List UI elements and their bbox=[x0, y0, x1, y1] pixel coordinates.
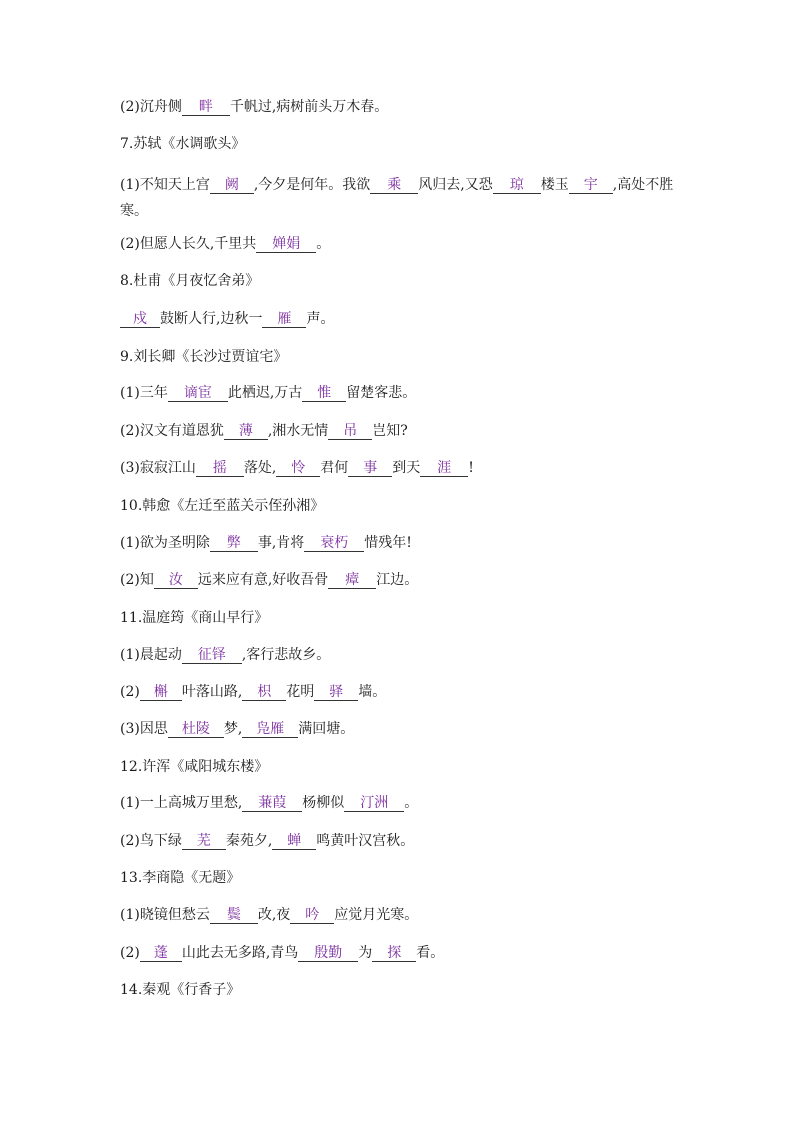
answer-blank: 雁 bbox=[262, 311, 306, 328]
line-text: 岂知? bbox=[372, 423, 408, 439]
line-text: 看。 bbox=[416, 945, 445, 961]
line-text: 鸣黄叶汉宫秋。 bbox=[316, 833, 415, 849]
answer-blank: 吊 bbox=[328, 423, 372, 440]
answer-blank: 槲 bbox=[140, 684, 182, 701]
section-heading bbox=[120, 867, 695, 889]
answer-blank: 弊 bbox=[210, 535, 258, 552]
line-text: 远来应有意,好收吾骨 bbox=[197, 572, 329, 588]
line-text: (1)欲为圣明除 bbox=[120, 535, 210, 551]
fill-blank-line bbox=[120, 681, 695, 703]
answer-blank: 汝 bbox=[154, 572, 198, 589]
line-text: 事,肯将 bbox=[257, 535, 305, 551]
answer-blank: 吟 bbox=[290, 907, 334, 924]
answer-blank: 宇 bbox=[569, 177, 613, 194]
line-text: (2)知 bbox=[120, 572, 154, 588]
line-text: (2)沉舟侧 bbox=[120, 99, 182, 115]
fill-blank-line bbox=[120, 532, 695, 554]
section-heading bbox=[120, 607, 695, 629]
answer-blank: 乘 bbox=[370, 177, 418, 194]
line-text: (2)但愿人长久,千里共 bbox=[120, 236, 257, 252]
answer-blank: 凫雁 bbox=[242, 721, 298, 738]
line-text: ! bbox=[468, 460, 474, 476]
fill-blank-line bbox=[120, 420, 695, 442]
line-text: 改,夜 bbox=[257, 907, 291, 923]
answer-blank: 征铎 bbox=[182, 647, 242, 664]
answer-blank: 蓬 bbox=[140, 945, 182, 962]
answer-blank: 摇 bbox=[196, 460, 244, 477]
answer-blank: 怜 bbox=[276, 460, 320, 477]
line-text: (2) bbox=[120, 684, 140, 700]
line-text: 江边。 bbox=[376, 572, 419, 588]
line-text: 7.苏轼《水调歌头》 bbox=[120, 136, 246, 152]
line-text: (3)因思 bbox=[120, 721, 168, 737]
answer-blank: 谪宦 bbox=[168, 385, 228, 402]
line-text: 惜残年! bbox=[364, 535, 412, 551]
answer-blank: 蒹葭 bbox=[242, 795, 302, 812]
line-text: 千帆过,病树前头万木春。 bbox=[229, 99, 389, 115]
line-text: (1)晓镜但愁云 bbox=[120, 907, 210, 923]
line-text: (3)寂寂江山 bbox=[120, 460, 196, 476]
line-text: (2)汉文有道恩犹 bbox=[120, 423, 224, 439]
line-text: 楼玉 bbox=[540, 177, 569, 193]
line-text: 风归去,又恐 bbox=[418, 177, 493, 193]
line-text: ,高处不胜寒。 bbox=[120, 177, 674, 219]
line-text: 。 bbox=[404, 795, 419, 811]
section-heading bbox=[120, 133, 695, 155]
line-text: 10.韩愈《左迁至蓝关示侄孙湘》 bbox=[120, 498, 325, 514]
line-text: ,客行悲故乡。 bbox=[241, 647, 331, 663]
line-text: (1)一上高城万里愁, bbox=[120, 795, 243, 811]
answer-blank: 婵娟 bbox=[256, 236, 316, 253]
line-text: ,今夕是何年。我欲 bbox=[253, 177, 371, 193]
answer-blank: 薄 bbox=[224, 423, 268, 440]
answer-blank: 事 bbox=[348, 460, 392, 477]
fill-blank-line bbox=[120, 382, 695, 404]
line-text: 杨柳似 bbox=[302, 795, 345, 811]
fill-blank-line bbox=[120, 308, 695, 330]
answer-blank: 探 bbox=[372, 945, 416, 962]
answer-blank: 瘴 bbox=[328, 572, 376, 589]
fill-blank-line bbox=[120, 172, 695, 224]
section-heading bbox=[120, 756, 695, 778]
line-text: 梦, bbox=[223, 721, 243, 737]
answer-blank: 鬓 bbox=[210, 907, 258, 924]
line-text: 8.杜甫《月夜忆舍弟》 bbox=[120, 273, 260, 289]
line-text: 此栖迟,万古 bbox=[227, 385, 303, 401]
line-text: 为 bbox=[358, 945, 373, 961]
section-heading bbox=[120, 270, 695, 292]
section-heading bbox=[120, 495, 695, 517]
answer-blank: 芜 bbox=[182, 833, 226, 850]
line-text: 。 bbox=[316, 236, 331, 252]
line-text: 12.许浑《咸阳城东楼》 bbox=[120, 759, 269, 775]
line-text: 满回塘。 bbox=[298, 721, 355, 737]
fill-blank-line bbox=[120, 233, 695, 255]
fill-blank-line bbox=[120, 904, 695, 926]
answer-blank: 殷勤 bbox=[298, 945, 358, 962]
fill-blank-line bbox=[120, 792, 695, 814]
line-text: 11.温庭筠《商山早行》 bbox=[120, 610, 269, 626]
line-text: 山此去无多路,青鸟 bbox=[181, 945, 299, 961]
line-text: 9.刘长卿《长沙过贾谊宅》 bbox=[120, 349, 288, 365]
fill-blank-line bbox=[120, 942, 695, 964]
answer-blank: 琼 bbox=[493, 177, 541, 194]
line-text: 14.秦观《行香子》 bbox=[120, 982, 241, 998]
line-text: 13.李商隐《无题》 bbox=[120, 870, 241, 886]
line-text: (2)鸟下绿 bbox=[120, 833, 182, 849]
fill-blank-line bbox=[120, 718, 695, 740]
line-text: 秦苑夕, bbox=[225, 833, 273, 849]
answer-blank: 驿 bbox=[314, 684, 358, 701]
line-text: (1)三年 bbox=[120, 385, 168, 401]
line-text: 鼓断人行,边秋一 bbox=[160, 311, 263, 327]
answer-blank: 枳 bbox=[242, 684, 286, 701]
line-text: 君何 bbox=[320, 460, 349, 476]
fill-blank-line bbox=[120, 569, 695, 591]
fill-blank-line bbox=[120, 830, 695, 852]
answer-blank: 蝉 bbox=[272, 833, 316, 850]
line-text: (1)晨起动 bbox=[120, 647, 182, 663]
line-text: 落处, bbox=[243, 460, 277, 476]
answer-blank: 杜陵 bbox=[168, 721, 224, 738]
answer-blank: 畔 bbox=[182, 99, 230, 116]
fill-blank-line bbox=[120, 457, 695, 479]
answer-blank: 阙 bbox=[210, 177, 254, 194]
line-text: 到天 bbox=[392, 460, 421, 476]
line-text: 留楚客悲。 bbox=[346, 385, 417, 401]
line-text: 花明 bbox=[286, 684, 315, 700]
answer-blank: 惟 bbox=[302, 385, 346, 402]
line-text: (1)不知天上宫 bbox=[120, 177, 210, 193]
line-text: 应觉月光寒。 bbox=[334, 907, 419, 923]
answer-blank: 涯 bbox=[420, 460, 468, 477]
fill-blank-line bbox=[120, 644, 695, 666]
section-heading bbox=[120, 346, 695, 368]
answer-blank: 衰朽 bbox=[304, 535, 364, 552]
answer-blank: 戍 bbox=[120, 311, 160, 328]
line-text: 墙。 bbox=[358, 684, 387, 700]
answer-blank: 汀洲 bbox=[344, 795, 404, 812]
section-heading bbox=[120, 979, 695, 1001]
fill-blank-line bbox=[120, 96, 695, 118]
line-text: (2) bbox=[120, 945, 140, 961]
line-text: ,湘水无情 bbox=[267, 423, 329, 439]
line-text: 叶落山路, bbox=[181, 684, 243, 700]
line-text: 声。 bbox=[306, 311, 335, 327]
